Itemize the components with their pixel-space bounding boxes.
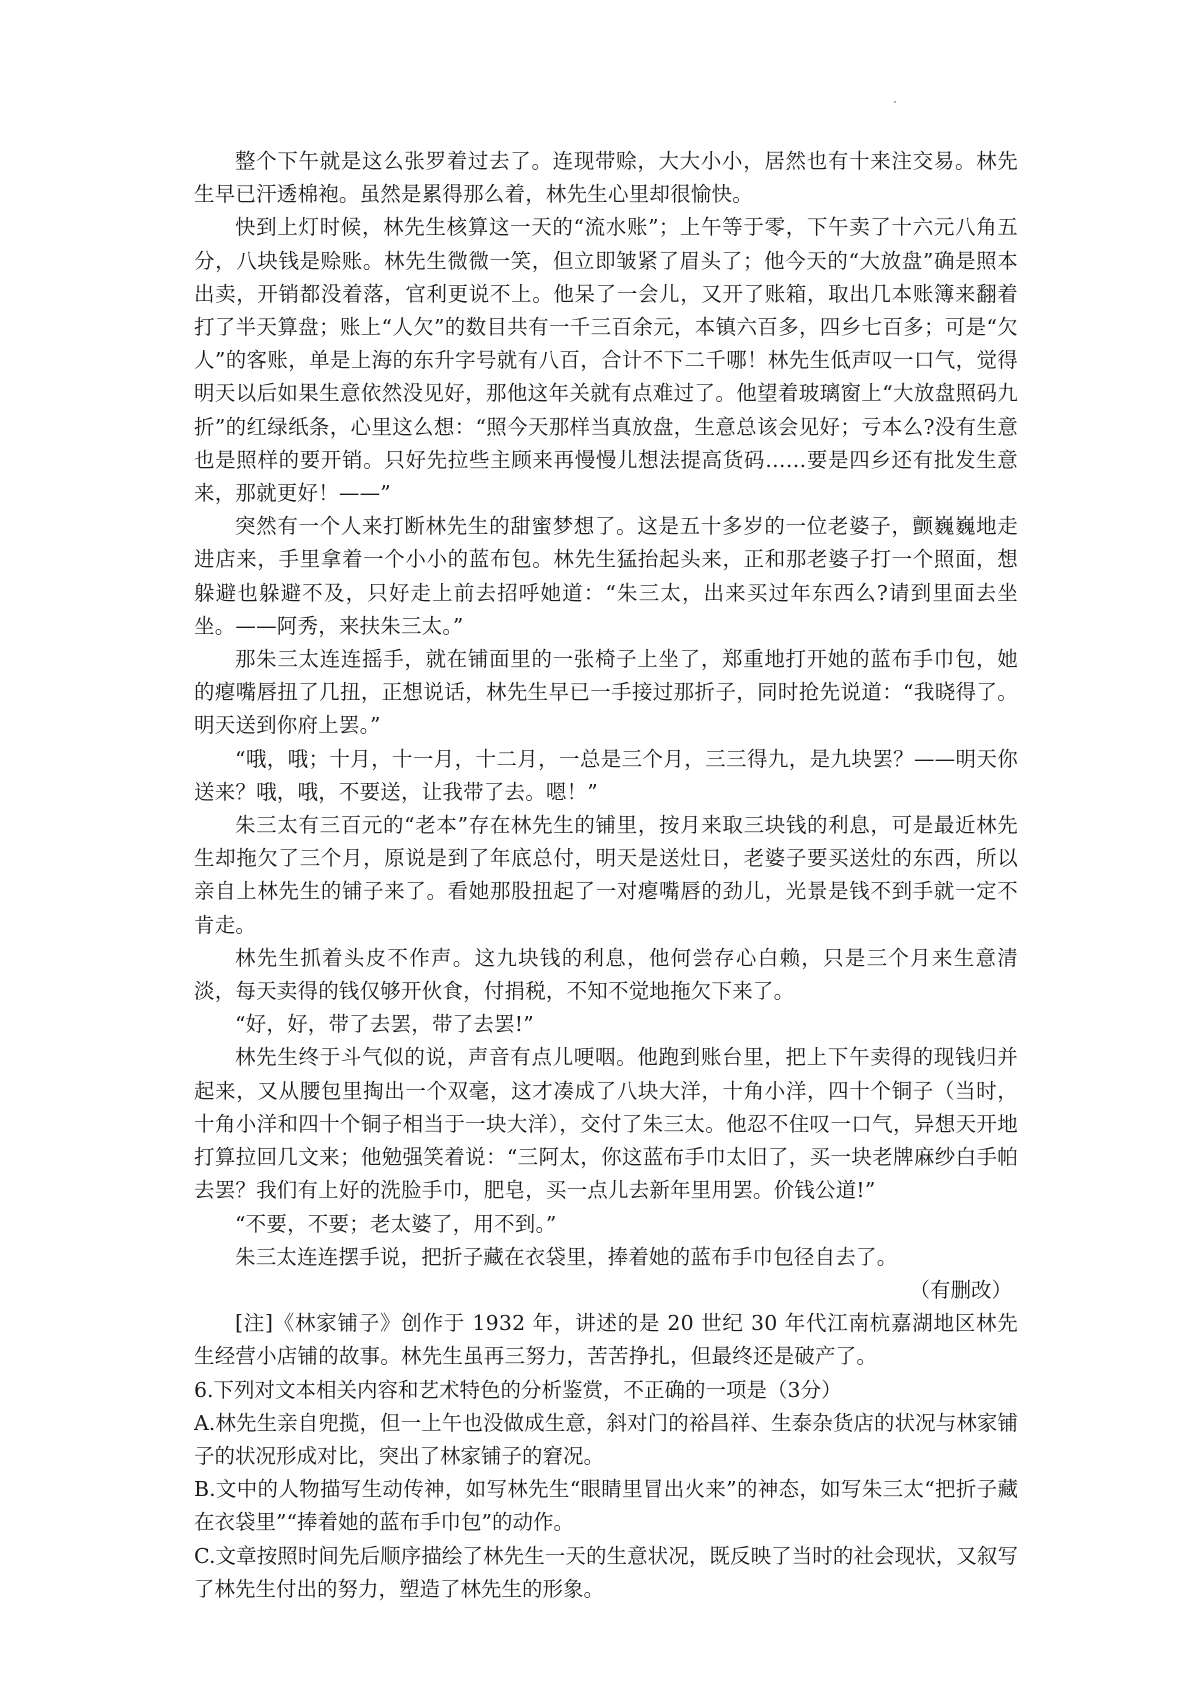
source-note: （有删改） xyxy=(909,1277,1012,1302)
scan-speck xyxy=(894,101,896,103)
passage-paragraph: 整个下午就是这么张罗着过去了。连现带赊，大大小小，居然也有十来注交易。林先生早已汗透棉袍。虽然是累得那么着，林先生心里却很愉快。 xyxy=(194,149,1018,207)
passage-paragraph: 林先生终于斗气似的说，声音有点儿哽咽。他跑到账台里，把上下午卖得的现钱归并起来，又从腰包里掏出一个双毫，这才凑成了八块大洋，十角小洋，四十个铜子（当时，十角小洋和四十个铜子相当于一块大洋），交付了朱三太。他忍不住叹一口气，异想天开地打算拉回几文来；他勉强笑着说：“三阿太，你这蓝布手巾太旧了，买一块老牌麻纱白手帕去罢？我们有上好的洗脸手巾，肥皂，买一点儿去新年里用罢。价钱公道!” xyxy=(194,1045,1018,1203)
passage-paragraph: 突然有一个人来打断林先生的甜蜜梦想了。这是五十多岁的一位老婆子，颤巍巍地走进店来，手里拿着一个小小的蓝布包。林先生猛抬起头来，正和那老婆子打一个照面，想躲避也躲避不及，只好走上前去招呼她道：“朱三太，出来买过年东西么?请到里面去坐坐。——阿秀，来扶朱三太。” xyxy=(194,514,1018,638)
passage-body xyxy=(194,145,1018,1606)
passage-paragraph: 林先生抓着头皮不作声。这九块钱的利息，他何尝存心白赖，只是三个月来生意清淡，每天卖得的钱仅够开伙食，付捐税，不知不觉地拖欠下来了。 xyxy=(194,945,1018,1004)
passage-paragraph: 那朱三太连连摇手，就在铺面里的一张椅子上坐了，郑重地打开她的蓝布手巾包，她的瘪嘴唇扭了几扭，正想说话，林先生早已一手接过那折子，同时抢先说道：“我晓得了。明天送到你府上罢。” xyxy=(194,647,1018,738)
passage-paragraph: 朱三太有三百元的“老本”存在林先生的铺里，按月来取三块钱的利息，可是最近林先生却拖欠了三个月，原说是到了年底总付，明天是送灶日，老婆子要买送灶的东西，所以亲自上林先生的铺子来了。看她那股扭起了一对瘪嘴唇的劲儿，光景是钱不到手就一定不肯走。 xyxy=(194,813,1018,937)
passage-paragraph: “哦，哦；十月，十一月，十二月，一总是三个月，三三得九，是九块罢？——明天你送来？哦，哦，不要送，让我带了去。嗯！” xyxy=(194,746,1018,804)
option-a: A.林先生亲自兜揽，但一上午也没做成生意，斜对门的裕昌祥、生泰杂货店的状况与林家铺子的状况形成对比，突出了林家铺子的窘况。 xyxy=(194,1410,1018,1468)
question-stem: 6.下列对文本相关内容和艺术特色的分析鉴赏，不正确的一项是（3分） xyxy=(194,1377,842,1402)
footnote: [注]《林家铺子》创作于 1932 年，讲述的是 20 世纪 30 年代江南杭嘉湖地区林先生经营小店铺的故事。林先生虽再三努力，苦苦挣扎，但最终还是破产了。 xyxy=(194,1311,1018,1369)
option-b: B.文中的人物描写生动传神，如写林先生“眼睛里冒出火来”的神态，如写朱三太“把折子藏在衣袋里”“捧着她的蓝布手巾包”的动作。 xyxy=(194,1477,1018,1535)
passage-paragraph: 快到上灯时候，林先生核算这一天的“流水账”；上午等于零，下午卖了十六元八角五分，八块钱是赊账。林先生微微一笑，但立即皱紧了眉头了；他今天的“大放盘”确是照本出卖，开销都没着落，官利更说不上。他呆了一会儿，又开了账箱，取出几本账簿来翻着打了半天算盘；账上“人欠”的数目共有一千三百余元，本镇六百多，四乡七百多；可是“欠人”的客账，单是上海的东升字号就有八百，合计不下二千哪！林先生低声叹一口气，觉得明天以后如果生意依然没见好，那他这年关就有点难过了。他望着玻璃窗上“大放盘照码九折”的红绿纸条，心里这么想：“照今天那样当真放盘，生意总该会见好；亏本么?没有生意也是照样的要开销。只好先拉些主顾来再慢慢儿想法提高货码……要是四乡还有批发生意来，那就更好！——” xyxy=(194,215,1018,506)
option-c: C.文章按照时间先后顺序描绘了林先生一天的生意状况，既反映了当时的社会现状，又叙写了林先生付出的努力，塑造了林先生的形象。 xyxy=(194,1543,1018,1601)
passage-paragraph: “不要，不要；老太婆了，用不到。” xyxy=(235,1211,557,1236)
passage-paragraph: “好，好，带了去罢，带了去罢!” xyxy=(235,1012,534,1037)
passage-paragraph: 朱三太连连摆手说，把折子藏在衣袋里，捧着她的蓝布手巾包径自去了。 xyxy=(235,1244,898,1269)
